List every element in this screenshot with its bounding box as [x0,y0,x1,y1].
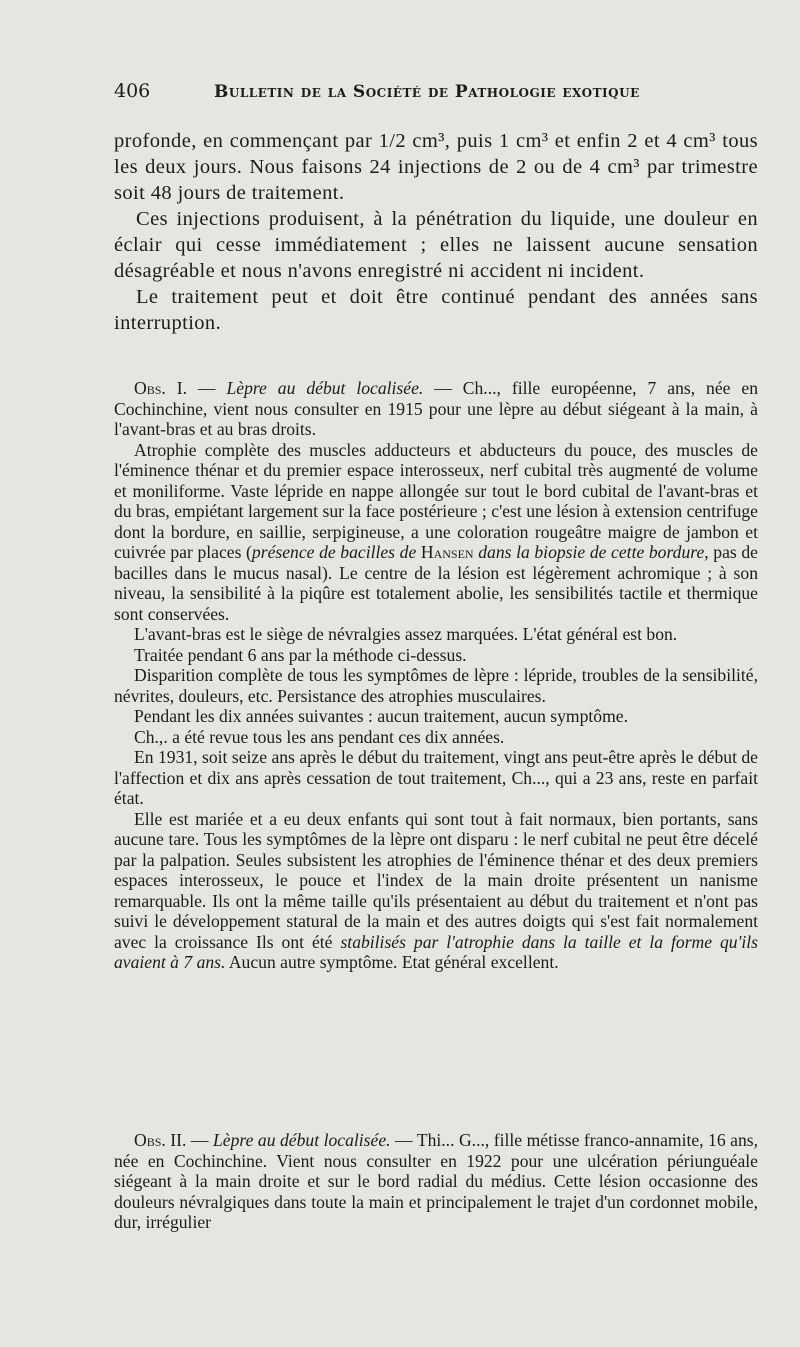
obs1-paragraph-2: Atrophie complète des muscles adducteurs et abducteurs du pouce, des muscles de l'éminence thénar et du premier espace interosseux, nerf cubital très augmenté de volume et moniliforme. Vaste lépride en nappe allongée sur tout le bord cubital de l'avant-bras et du bras, empiétant largement sur la face postérieure ; c'est une lésion à extension centrifuge dont la bordure, en saillie, serpigineuse, a une coloration rougeâtre maigre de jambon et cuivrée par places (présence de bacilles de Hansen dans la biopsie de cette bordure, pas de bacilles dans le mucus nasal). Le centre de la lésion est légèrement achromique ; à son niveau, la sensibilité à la piqûre est totalement abolie, les sensibilités tactile et thermique sont conservées. [114,439,758,624]
obs1-paragraph-8: En 1931, soit seize ans après le début du traitement, vingt ans peut-être après le début de l'affection et dix ans après cessation de tout traitement, Ch..., qui a 23 ans, reste en parfait état. [114,747,758,808]
obs1-paragraph-4: Traitée pendant 6 ans par la méthode ci-dessus. [134,644,467,665]
intro-paragraph-1: profonde, en commençant par 1/2 cm³, puis 1 cm³ et enfin 2 et 4 cm³ tous les deux jours. Nous faisons 24 injections de 2 ou de 4 cm³ par trimestre soit 48 jours de traitement. [114,130,758,204]
running-head: Bulletin de la Société de Pathologie exotique [214,82,640,102]
obs1-title: Lèpre au début localisée. [226,378,424,398]
obs2-lead-paragraph: Obs. II. — Lèpre au début localisée. — Thi... G..., fille métisse franco-annamite, 16 ans, née en Cochinchine. Vient nous consulter en 1922 pour une ulcération périunguéale siégeant à la main droite et sur le bord radial du médius. Cette lésion occasionne des douleurs névralgiques dans toute la main et principalement le trajet d'un cordonnet mobile, dur, irrégulier [114,1130,759,1232]
page-header [114,80,758,110]
obs2-lead: — Thi... G..., fille métisse franco-annamite, 16 ans, née en Cochinchine. Vient nous consulter en 1922 pour une ulcération périunguéale siégeant à la main droite et sur le bord radial du médius. Cette lésion occasionne des douleurs névralgiques dans toute la main et principalement le trajet d'un cordonnet mobile, dur, irrégulier [114,1130,759,1232]
intro-text [114,128,758,336]
obs1-paragraph-9: Elle est mariée et a eu deux enfants qui sont tout à fait normaux, bien portants, sans aucune tare. Tous les symptômes de la lèpre ont disparu : le nerf cubital ne peut être décelé par la palpation. Seules subsistent les atrophies de l'éminence thénar et des deux premiers espaces interosseux, le pouce et l'index de la main droite présentent un nanisme remarquable. Ils ont la même taille qu'ils présentaient au début du traitement et n'ont pas suivi le développement statural de la main et des autres doigts qui s'est fait normalement avec la croissance Ils ont été stabilisés par l'atrophie dans la taille et la forme qu'ils avaient à 7 ans. Aucun autre symptôme. Etat général excellent. [114,808,758,972]
intro-paragraph-2: Ces injections produisent, à la pénétration du liquide, une douleur en éclair qui cesse immédiatement ; elles ne laissent aucune sensation désagréable et nous n'avons enregistré ni accident ni incident. [114,208,758,282]
page-number: 406 [114,80,151,102]
obs1-paragraph-3: L'avant-bras est le siège de névralgies assez marquées. L'état général est bon. [134,624,678,644]
obs1-label: Obs. I. [134,378,187,398]
observation-1 [114,378,758,973]
obs1-lead: — Ch..., fille européenne, 7 ans, née en Cochinchine, vient nous consulter en 1915 pour une lèpre au début siégeant à la main, à l'avant-bras et au bras droits. [114,378,759,439]
intro-paragraph-3: Le traitement peut et doit être continué pendant des années sans interruption. [114,286,758,334]
obs1-paragraph-7: Ch.,. a été revue tous les ans pendant ces dix années. [134,726,505,747]
obs1-lead-paragraph: Obs. I. — Lèpre au début localisée. — Ch..., fille européenne, 7 ans, née en Cochinchine, vient nous consulter en 1915 pour une lèpre au début siégeant à la main, à l'avant-bras et au bras droits. [114,378,759,439]
obs1-paragraph-5: Disparition complète de tous les symptômes de lèpre : lépride, troubles de la sensibilité, névrites, douleurs, etc. Persistance des atrophies musculaires. [114,665,758,706]
obs2-title: Lèpre au début localisée. [213,1130,391,1150]
obs2-label: Obs. II. [134,1130,187,1150]
obs1-paragraph-6: Pendant les dix années suivantes : aucun traitement, aucun symptôme. [134,706,628,726]
observation-2 [114,1130,758,1233]
